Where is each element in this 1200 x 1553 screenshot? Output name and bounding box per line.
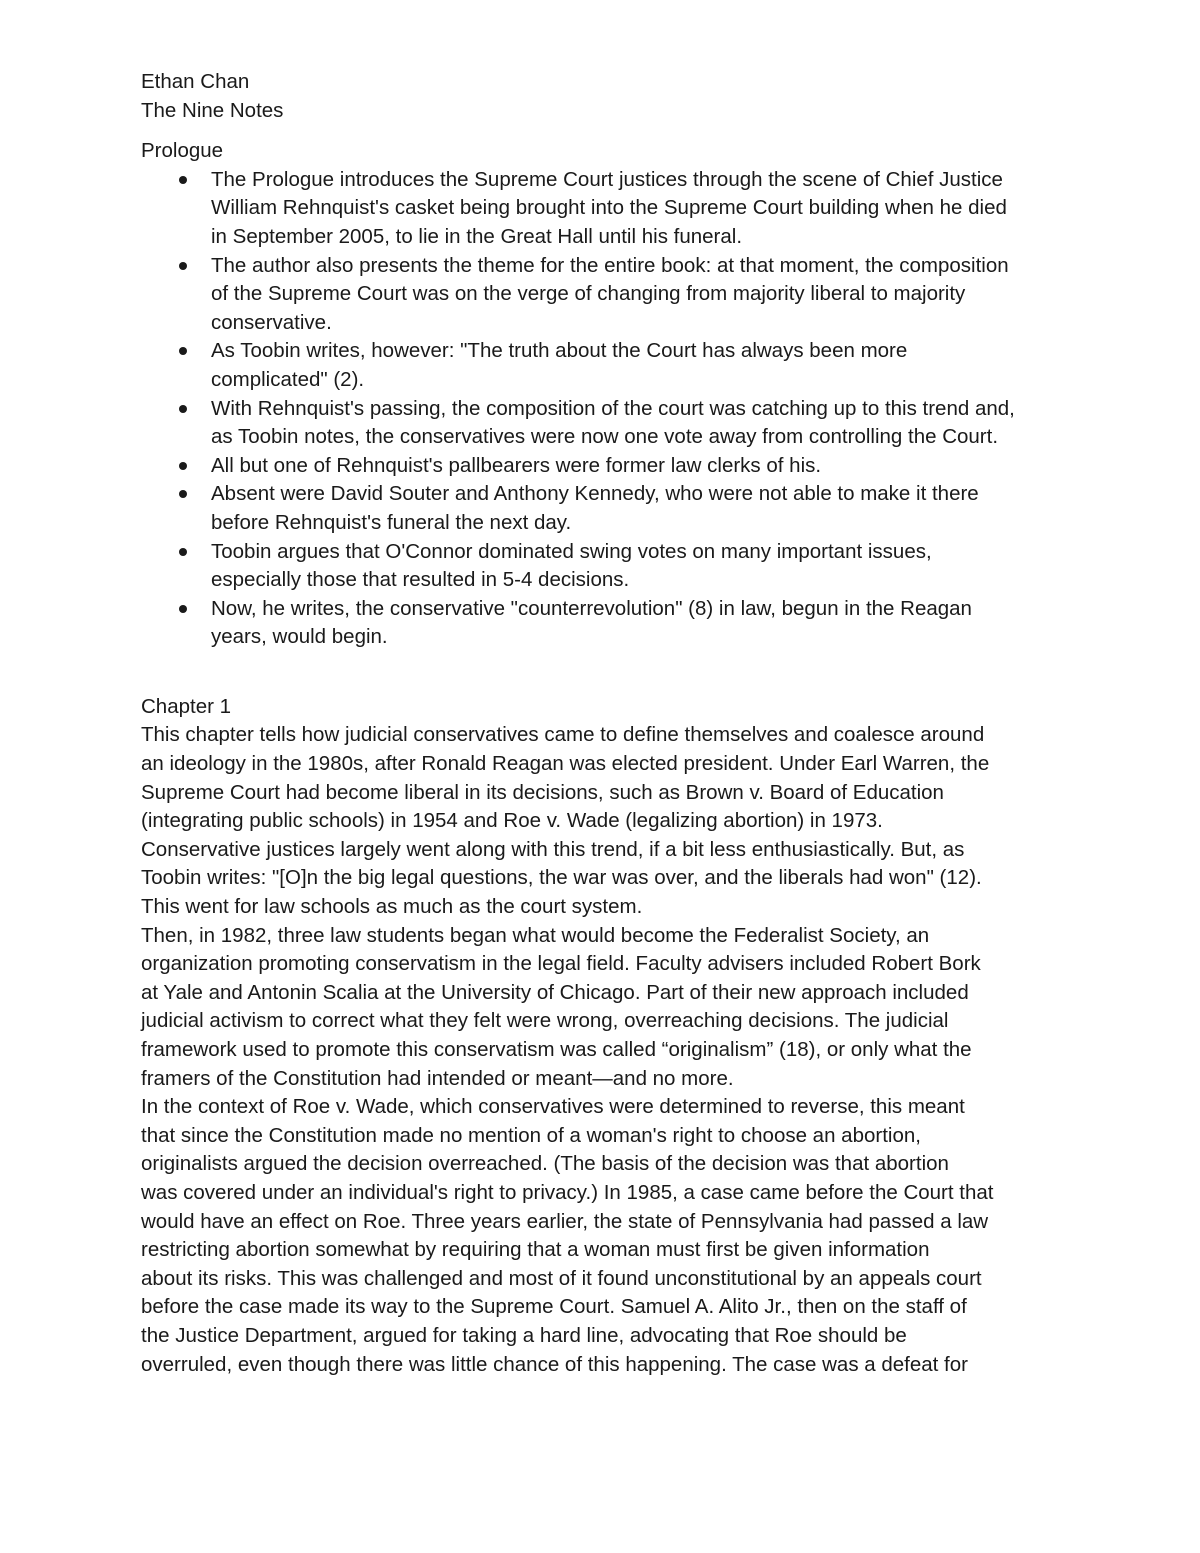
chapter-1-heading: Chapter 1: [141, 694, 232, 718]
body-text-line: This went for law schools as much as the court system.: [141, 895, 643, 919]
bullet-item: [141, 595, 1081, 652]
body-text-line: framers of the Constitution had intended or meant—and no more.: [141, 1066, 734, 1090]
bullet-text-line: All but one of Rehnquist's pallbearers were former law clerks of his.: [211, 453, 822, 477]
body-text-line: about its risks. This was challenged and most of it found unconstitutional by an appeals court: [141, 1266, 982, 1290]
body-text-line: In the context of Roe v. Wade, which conservatives were determined to reverse, this meant: [141, 1095, 965, 1119]
spacer: [141, 125, 1081, 137]
bullet-icon: [179, 605, 187, 613]
body-text-line: Then, in 1982, three law students began what would become the Federalist Society, an: [141, 923, 930, 947]
bullet-text-line: As Toobin writes, however: "The truth about the Court has always been more: [211, 339, 908, 363]
body-text-line: organization promoting conservatism in the legal field. Faculty advisers included Robert Bork: [141, 952, 981, 976]
bullet-text-line: years, would begin.: [211, 625, 388, 649]
bullet-item: [141, 538, 1081, 595]
bullet-item: [141, 480, 1081, 537]
document-page: [141, 68, 1081, 1379]
bullet-text-line: conservative.: [211, 310, 332, 334]
spacer: [141, 652, 1081, 693]
bullet-item: [141, 395, 1081, 452]
bullet-icon: [179, 490, 187, 498]
bullet-text-line: especially those that resulted in 5-4 decisions.: [211, 568, 630, 592]
body-text-line: framework used to promote this conservatism was called “originalism” (18), or only what the: [141, 1038, 972, 1061]
bullet-icon: [179, 462, 187, 470]
chapter-1-body: [141, 721, 1081, 1379]
body-text-line: the Justice Department, argued for taking a hard line, advocating that Roe should be: [141, 1323, 907, 1347]
body-text-line: restricting abortion somewhat by requiring that a woman must first be given information: [141, 1238, 930, 1262]
bullet-text-line: complicated" (2).: [211, 367, 365, 391]
bullet-text-line: Absent were David Souter and Anthony Kennedy, who were not able to make it there: [211, 482, 979, 506]
body-text-line: This chapter tells how judicial conservatives came to define themselves and coalesce around: [141, 723, 985, 747]
bullet-text-line: in September 2005, to lie in the Great Hall until his funeral.: [211, 224, 743, 248]
bullet-text-line: With Rehnquist's passing, the composition of the court was catching up to this trend and,: [211, 396, 1015, 420]
bullet-text-line: of the Supreme Court was on the verge of changing from majority liberal to majority: [211, 282, 966, 306]
bullet-text-line: The author also presents the theme for the entire book: at that moment, the composition: [211, 253, 1009, 277]
bullet-icon: [179, 347, 187, 355]
body-text-line: judicial activism to correct what they felt were wrong, overreaching decisions. The judicial: [141, 1009, 949, 1033]
body-text-line: overruled, even though there was little chance of this happening. The case was a defeat for: [141, 1352, 968, 1376]
body-text-line: would have an effect on Roe. Three years earlier, the state of Pennsylvania had passed a law: [141, 1209, 989, 1233]
bullet-icon: [179, 262, 187, 270]
author-name: Ethan Chan: [141, 70, 250, 93]
bullet-icon: [179, 405, 187, 413]
bullet-text-line: before Rehnquist's funeral the next day.: [211, 510, 572, 534]
body-text-line: that since the Constitution made no mention of a woman's right to choose an abortion,: [141, 1123, 921, 1147]
body-text-line: originalists argued the decision overreached. (The basis of the decision was that abortion: [141, 1152, 949, 1176]
bullet-icon: [179, 176, 187, 184]
body-text-line: before the case made its way to the Supreme Court. Samuel A. Alito Jr., then on the staff of: [141, 1295, 967, 1319]
body-text-line: an ideology in the 1980s, after Ronald Reagan was elected president. Under Earl Warren, the: [141, 752, 990, 776]
bullet-icon: [179, 548, 187, 556]
bullet-item: [141, 452, 1081, 481]
body-text-line: at Yale and Antonin Scalia at the University of Chicago. Part of their new approach included: [141, 980, 969, 1004]
bullet-text-line: as Toobin notes, the conservatives were now one vote away from controlling the Court.: [211, 425, 999, 449]
bullet-text-line: Now, he writes, the conservative "counterrevolution" (8) in law, begun in the Reagan: [211, 596, 972, 620]
body-text-line: was covered under an individual's right to privacy.) In 1985, a case came before the Court that: [141, 1180, 994, 1204]
bullet-text-line: Toobin argues that O'Connor dominated swing votes on many important issues,: [211, 539, 932, 563]
bullet-item: [141, 166, 1081, 252]
bullet-text-line: William Rehnquist's casket being brought into the Supreme Court building when he died: [211, 196, 1007, 220]
body-text-line: Conservative justices largely went along with this trend, if a bit less enthusiastically. But, as: [141, 837, 965, 861]
prologue-bullet-list: [141, 166, 1081, 652]
bullet-item: [141, 252, 1081, 338]
body-text-line: (integrating public schools) in 1954 and Roe v. Wade (legalizing abortion) in 1973.: [141, 809, 883, 833]
body-text-line: Supreme Court had become liberal in its decisions, such as Brown v. Board of Education: [141, 780, 944, 804]
body-text-line: Toobin writes: "[O]n the big legal questions, the war was over, and the liberals had won" (12).: [141, 866, 982, 890]
prologue-heading: Prologue: [141, 139, 224, 163]
bullet-text-line: The Prologue introduces the Supreme Court justices through the scene of Chief Justice: [211, 167, 1003, 191]
bullet-item: [141, 337, 1081, 394]
document-title: The Nine Notes: [141, 98, 284, 122]
